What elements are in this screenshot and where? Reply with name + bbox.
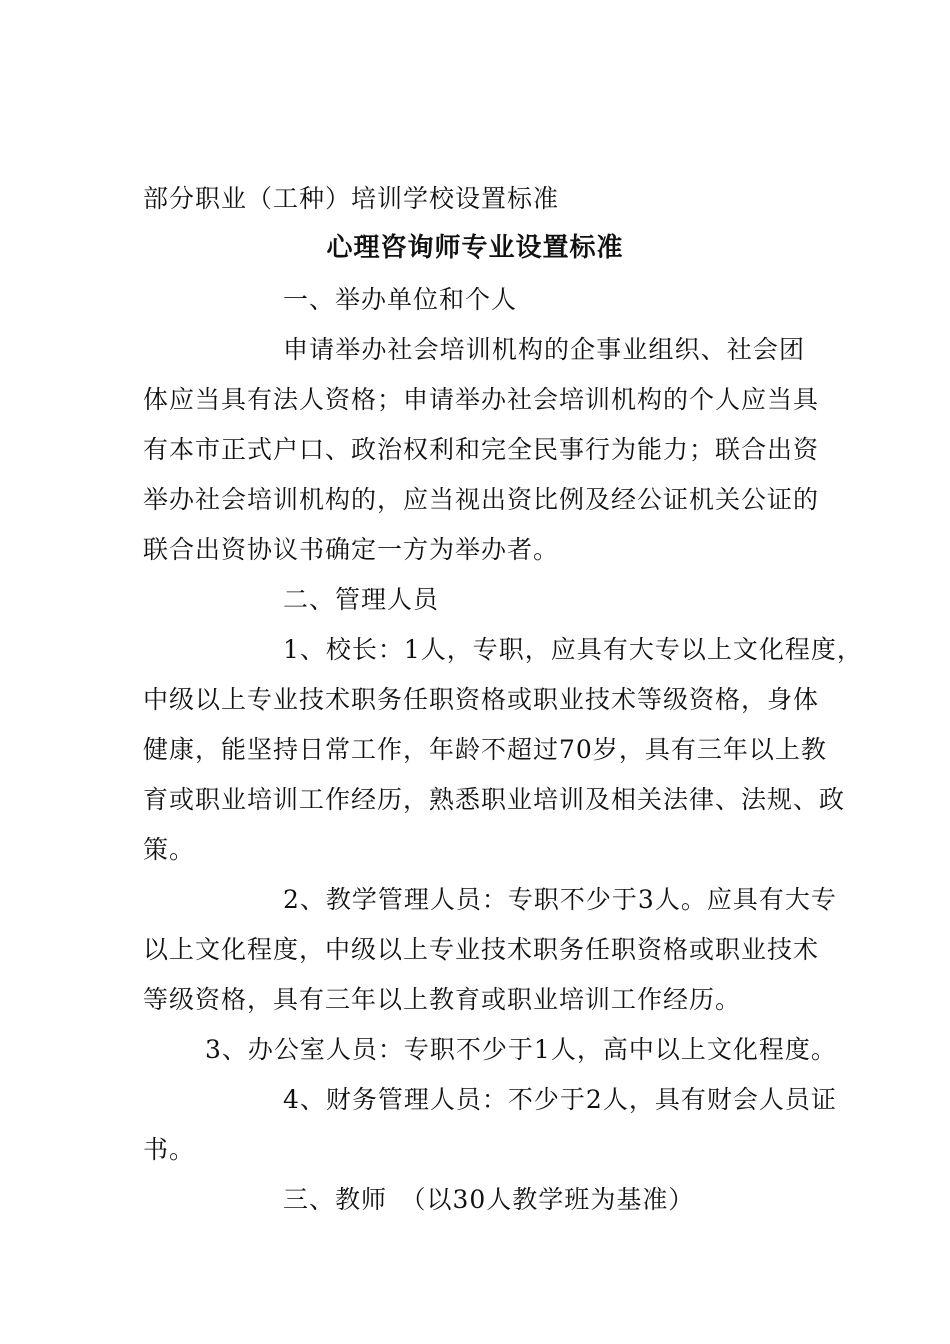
section-1-paragraph-line: 体应当具有法人资格；申请举办社会培训机构的个人应当具 <box>143 385 820 414</box>
section-1-paragraph-line: 联合出资协议书确定一方为举办者。 <box>143 535 560 564</box>
document-title: 心理咨询师专业设置标准 <box>326 233 624 263</box>
principal-item-line: 1、校长：1人，专职，应具有大专以上文化程度， <box>283 635 863 664</box>
teaching-staff-item-line: 等级资格，具有三年以上教育或职业培训工作经历。 <box>143 985 742 1014</box>
principal-item-line: 中级以上专业技术职务任职资格或职业技术等级资格，身体 <box>143 685 820 714</box>
finance-staff-item-line: 书。 <box>143 1135 196 1164</box>
document-header: 部分职业（工种）培训学校设置标准 <box>143 184 560 213</box>
section-1-paragraph-line: 申请举办社会培训机构的企事业组织、社会团 <box>283 335 805 364</box>
section-3-heading: 三、教师 （以30人教学班为基准） <box>283 1185 695 1214</box>
principal-item-line: 健康，能坚持日常工作，年龄不超过70岁，具有三年以上教 <box>143 735 827 764</box>
principal-item-line: 策。 <box>143 835 196 864</box>
section-1-paragraph-line: 举办社会培训机构的，应当视出资比例及经公证机关公证的 <box>143 485 820 514</box>
section-2-heading: 二、管理人员 <box>283 585 440 614</box>
teaching-staff-item-line: 2、教学管理人员：专职不少于3人。应具有大专 <box>283 885 837 914</box>
finance-staff-item-line: 4、财务管理人员：不少于2人，具有财会人员证 <box>283 1085 837 1114</box>
section-1-paragraph-line: 有本市正式户口、政治权利和完全民事行为能力；联合出资 <box>143 435 820 464</box>
principal-item-line: 育或职业培训工作经历，熟悉职业培训及相关法律、法规、政 <box>143 785 846 814</box>
teaching-staff-item-line: 以上文化程度，中级以上专业技术职务任职资格或职业技术 <box>143 935 820 964</box>
office-staff-item: 3、办公室人员：专职不少于1人，高中以上文化程度。 <box>205 1035 837 1064</box>
section-1-heading: 一、举办单位和个人 <box>283 285 518 314</box>
